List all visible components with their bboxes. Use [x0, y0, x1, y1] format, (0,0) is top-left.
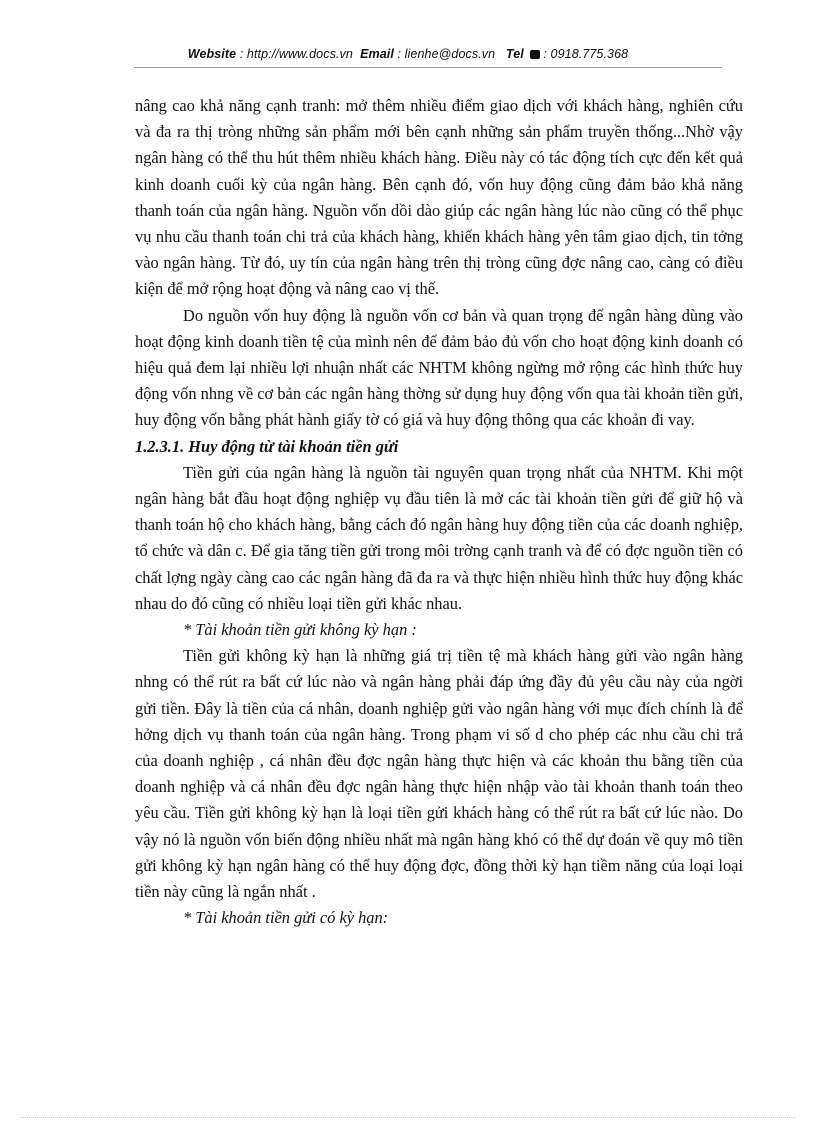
paragraph-2: Do nguồn vốn huy động là nguồn vốn cơ bản và quan trọng để ngân hàng dùng vào hoạt động kinh doanh tiền tệ của mình nên để đảm bảo đủ vốn cho hoạt động kinh doanh có hiệu quả đem lại nhiều lợi nhuận nhất các NHTM không ngừng mở rộng các hình thức huy động vốn nhng về cơ bản các ngân hàng thờng sử dụng huy động vốn qua tài khoản tiền gửi, huy động vốn bằng phát hành giấy tờ có giá và huy động thông qua các khoản đi vay.: [135, 305, 743, 430]
footer-divider: [20, 1117, 796, 1118]
paragraph-4: Tiền gửi không kỳ hạn là những giá trị tiền tệ mà khách hàng gửi vào ngân hàng nhng có thể rút ra bất cứ lúc nào và ngân hàng phải đáp ứng đầy đủ yêu cầu này của ngời gửi tiền. Đây là tiền của cá nhân, doanh nghiệp gửi vào ngân hàng với mục đích chính là để hởng dịch vụ thanh toán của ngân hàng. Trong phạm vi số d cho phép các nhu cầu chi trả của doanh nghiệp , cá nhân đều đợc ngân hàng thực hiện và các khoản thu bằng tiền của doanh nghiệp và cá nhân đều đợc ngân hàng thực hiện nhập vào tài khoản thanh toán theo yêu cầu. Tiền gửi không kỳ hạn là loại tiền gửi khách hàng có thể rút ra bất cứ lúc nào. Do vậy nó là nguồn vốn biến động nhiều nhất mà ngân hàng khó có thể dự đoán về quy mô tiền gửi không kỳ hạn ngân hàng có thể huy động đợc, đồng thời kỳ hạn tiềm năng của loại loại tiền này cũng là ngắn nhất .: [135, 646, 743, 902]
tel-label: Tel: [505, 47, 524, 61]
page-header: [0, 47, 816, 61]
website-value[interactable]: : http://www.docs.vn: [239, 47, 353, 61]
header-rule: [134, 67, 722, 68]
paragraph-1: nâng cao khả năng cạnh tranh: mở thêm nhiều điểm giao dịch với khách hàng, nghiên cứu và đa ra thị tròng những sản phẩm mới bên cạnh những sản phẩm truyền thống...Nhờ vậy ngân hàng có thể thu hút thêm nhiều khách hàng. Điều này có tác động tích cực đến kết quả kinh doanh cuối kỳ của ngân hàng. Bên cạnh đó, vốn huy động cũng đảm bảo khả năng thanh toán của ngân hàng. Nguồn vốn dồi dào giúp các ngân hàng lúc nào cũng có thể phục vụ nhu cầu thanh toán chi trả của khách hàng, khiến khách hàng yên tâm giao dịch, tin tởng vào ngân hàng. Từ đó, uy tín của ngân hàng trên thị tròng cũng đợc nâng cao, càng có điều kiện để mở rộng hoạt động và nâng cao vị thế.: [135, 96, 743, 299]
subheading-demand-deposit: * Tài khoản tiền gửi không kỳ hạn :: [183, 620, 417, 640]
email-label: Email: [360, 47, 394, 61]
tel-value: : 0918.775.368: [543, 47, 629, 61]
document-body: [135, 93, 743, 932]
paragraph-3: Tiền gửi của ngân hàng là nguồn tài nguyên quan trọng nhất của NHTM. Khi một ngân hàng bắt đầu hoạt động nghiệp vụ đầu tiên là mở các tài khoản tiền gửi để giữ hộ và thanh toán hộ cho khách hàng, bằng cách đó ngân hàng huy động tiền của các doanh nghiệp, tổ chức và dân c. Để gia tăng tiền gửi trong môi trờng cạnh tranh và để có đợc nguồn tiền có chất lợng ngày càng cao các ngân hàng đã đa ra và thực hiện nhiều hình thức huy động khác nhau do đó cũng có nhiều loại tiền gửi khác nhau.: [135, 462, 743, 613]
email-value[interactable]: : lienhe@docs.vn: [397, 47, 496, 61]
section-heading: 1.2.3.1. Huy động từ tài khoản tiền gửi: [135, 436, 399, 456]
subheading-term-deposit: * Tài khoản tiền gửi có kỳ hạn:: [183, 908, 389, 928]
phone-icon: [530, 50, 540, 59]
website-label: Website: [187, 47, 237, 61]
